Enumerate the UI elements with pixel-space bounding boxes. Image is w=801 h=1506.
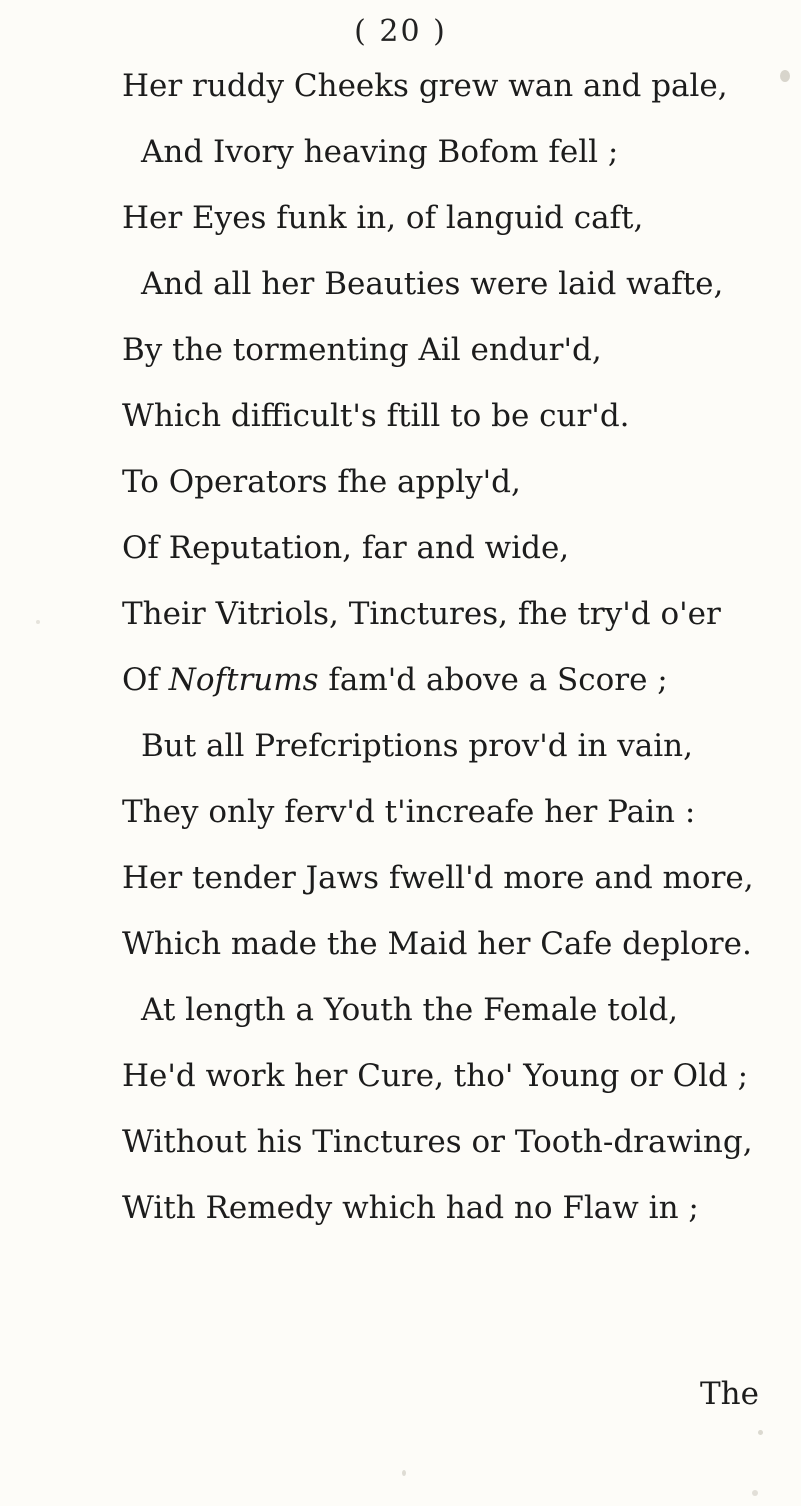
verse-line: Her tender Jaws fwell'd more and more, <box>122 860 754 896</box>
paper-speck <box>752 1490 758 1496</box>
catchword: The <box>700 1376 759 1412</box>
page-number: ( 20 ) <box>354 14 447 49</box>
verse-line: Her ruddy Cheeks grew wan and pale, <box>122 68 728 104</box>
verse-line: With Remedy which had no Flaw in ; <box>122 1190 699 1226</box>
paper-speck <box>402 1470 406 1476</box>
italic-word: Noftrums <box>168 662 319 698</box>
verse-line-with-italic <box>122 660 668 700</box>
verse-line: They only ferv'd t'increafe her Pain : <box>122 794 696 830</box>
verse-line: Of Reputation, far and wide, <box>122 530 570 566</box>
verse-line: But all Prefcriptions prov'd in vain, <box>141 728 693 764</box>
verse-line: At length a Youth the Female told, <box>141 992 679 1028</box>
verse-line: He'd work her Cure, tho' Young or Old ; <box>122 1058 749 1094</box>
paper-speck <box>36 620 40 624</box>
verse-line: Which made the Maid her Cafe deplore. <box>122 926 752 962</box>
verse-text: fam'd above a Score ; <box>318 662 668 698</box>
paper-speck <box>758 1430 763 1435</box>
verse-line: By the tormenting Ail endur'd, <box>122 332 602 368</box>
verse-line: And all her Beauties were laid wafte, <box>141 266 724 302</box>
verse-text: Of <box>122 662 169 698</box>
verse-line: Without his Tinctures or Tooth-drawing, <box>122 1124 753 1160</box>
verse-line: Her Eyes funk in, of languid caft, <box>122 200 644 236</box>
verse-line: And Ivory heaving Bofom fell ; <box>141 134 619 170</box>
verse-line: To Operators fhe apply'd, <box>122 464 521 500</box>
verse-line: Their Vitriols, Tinctures, fhe try'd o'er <box>122 596 721 632</box>
paper-speck <box>780 70 790 82</box>
verse-line: Which difficult's ftill to be cur'd. <box>122 398 630 434</box>
